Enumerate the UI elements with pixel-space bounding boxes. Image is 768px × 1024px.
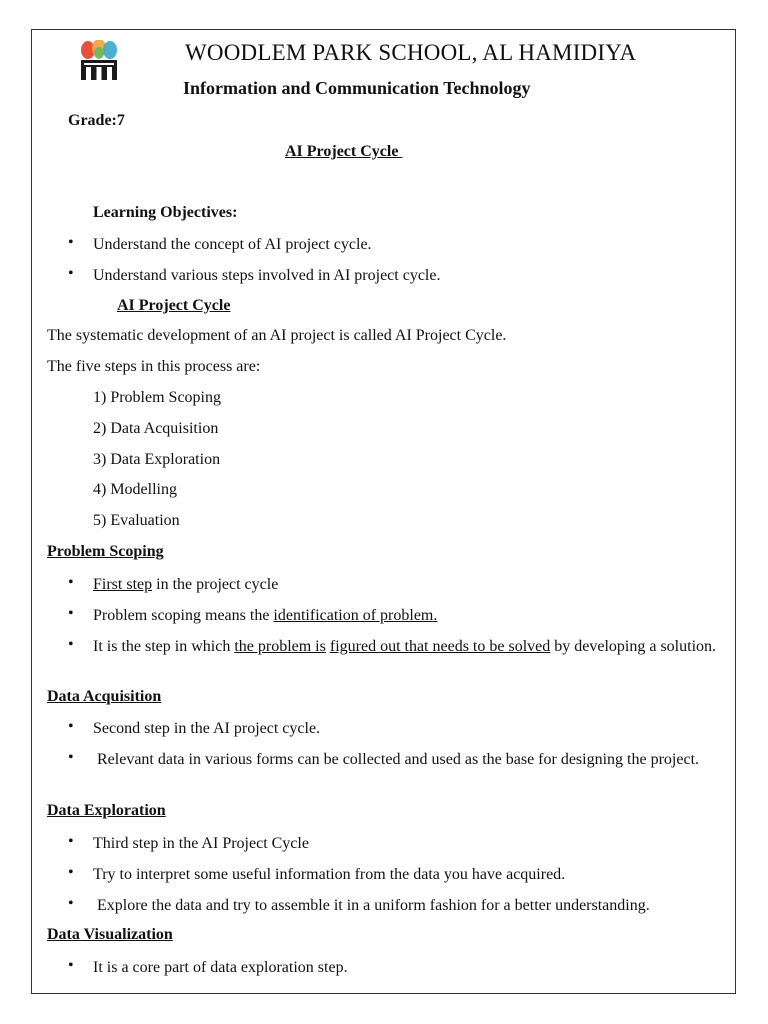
list-item: Understand the concept of AI project cycle. (93, 236, 372, 253)
bullet-icon: • (68, 265, 74, 282)
list-item: It is a core part of data exploration step. (93, 959, 348, 976)
list-item: Third step in the AI Project Cycle (93, 835, 309, 852)
step-item: 5) Evaluation (93, 512, 180, 529)
section-heading-data-exploration: Data Exploration (47, 802, 166, 819)
list-item: Understand various steps involved in AI project cycle. (93, 267, 441, 284)
bullet-icon: • (68, 234, 74, 251)
list-item: Try to interpret some useful information from the data you have acquired. (93, 866, 566, 883)
subject-title: Information and Communication Technology (183, 78, 531, 98)
bullet-icon: • (68, 957, 74, 974)
school-name: WOODLEM PARK SCHOOL, AL HAMIDIYA (185, 40, 637, 65)
list-item: Problem scoping means the identification of problem. (93, 607, 438, 624)
grade-label: Grade:7 (68, 112, 125, 129)
section-heading-data-acquisition: Data Acquisition (47, 688, 162, 705)
list-item: Explore the data and try to assemble it in a uniform fashion for a better understanding. (93, 897, 650, 914)
list-item: It is the step in which the problem is figured out that needs to be solved by developing a solution. (93, 638, 717, 655)
definition-text: The systematic development of an AI project is called AI Project Cycle. (47, 327, 507, 344)
underlined-text: identification of problem. (273, 607, 438, 624)
school-logo (78, 40, 120, 82)
bullet-icon: • (68, 864, 74, 881)
step-item: 2) Data Acquisition (93, 420, 219, 437)
section-heading-problem-scoping: Problem Scoping (47, 543, 164, 560)
underlined-text: First step (93, 576, 153, 593)
list-item: First step in the project cycle (93, 576, 279, 593)
list-item: Second step in the AI project cycle. (93, 720, 321, 737)
step-item: 3) Data Exploration (93, 451, 221, 468)
underlined-text: figured out that needs to be solved (329, 638, 551, 655)
steps-intro: The five steps in this process are: (47, 358, 261, 375)
document-title: AI Project Cycle (285, 143, 403, 160)
bullet-icon: • (68, 833, 74, 850)
bullet-icon: • (68, 749, 74, 766)
bullet-icon: • (68, 574, 74, 591)
bullet-icon: • (68, 605, 74, 622)
step-item: 4) Modelling (93, 481, 177, 498)
underlined-text: the problem is (234, 638, 326, 655)
step-item: 1) Problem Scoping (93, 389, 221, 406)
bullet-icon: • (68, 895, 74, 912)
section-heading-ai-project-cycle: AI Project Cycle (117, 297, 231, 314)
learning-objectives-heading: Learning Objectives: (93, 204, 238, 221)
list-item: Relevant data in various forms can be collected and used as the base for designing the project. (93, 751, 700, 768)
section-heading-data-visualization: Data Visualization (47, 926, 173, 943)
bullet-icon: • (68, 718, 74, 735)
bullet-icon: • (68, 636, 74, 653)
